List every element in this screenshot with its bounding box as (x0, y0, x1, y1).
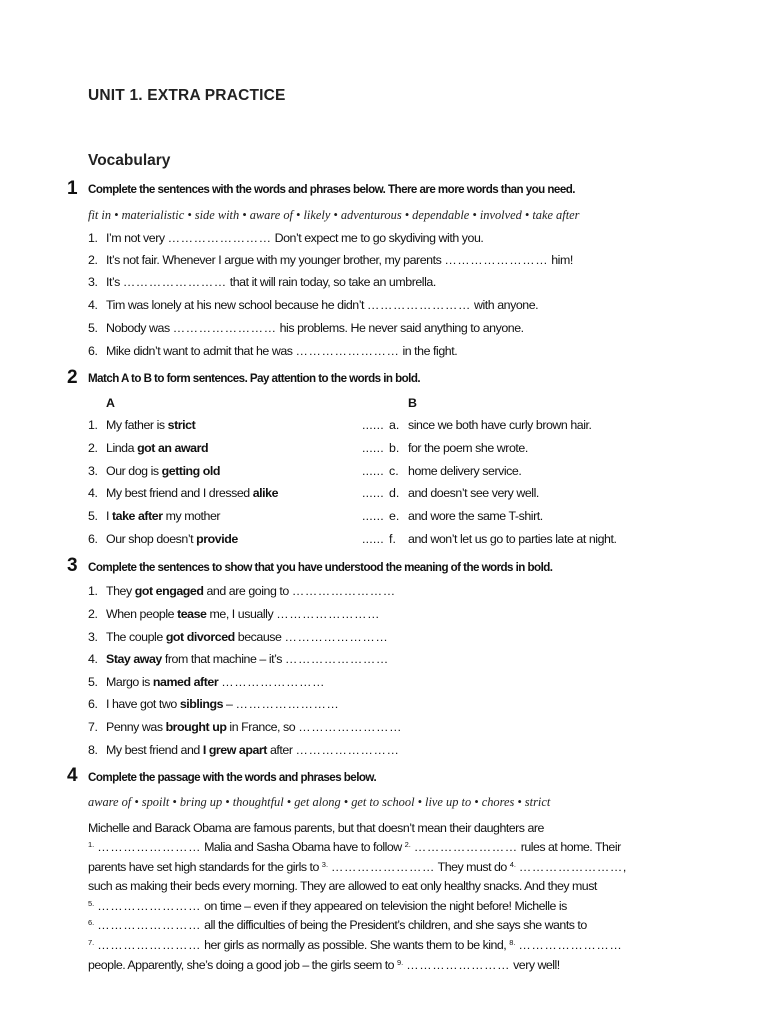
answer-blank[interactable]: …………………… (221, 675, 326, 689)
answer-blank[interactable]: …………………… (122, 275, 227, 289)
passage-text: her girls as normally as possible. She wants them to be kind, (201, 938, 510, 952)
column-b-item: home delivery service. (408, 464, 522, 478)
gap-number: 7. (88, 938, 95, 947)
passage-text: all the difficulties of being the President’s children, and she says she wants to (201, 918, 587, 932)
gap-number: 8. (509, 938, 516, 947)
bold-phrase: got an award (137, 441, 209, 455)
item-number: 3. (88, 630, 98, 644)
match-blank[interactable]: ...... (362, 532, 384, 546)
answer-blank[interactable]: …………………… (518, 860, 623, 874)
item-number: 2. (88, 253, 98, 267)
column-b-item: since we both have curly brown hair. (408, 418, 592, 432)
column-b-item: and won’t let us go to parties late at night. (408, 532, 617, 546)
bold-phrase: I grew apart (202, 743, 267, 757)
column-a-item (88, 464, 220, 478)
item-text: My best friend and I dressed (106, 486, 253, 500)
exercise-3-item (88, 652, 389, 666)
item-text: after (266, 743, 296, 757)
gap-number: 1. (88, 840, 95, 849)
item-text: Don’t expect me to go skydiving with you. (271, 231, 484, 245)
item-text: with anyone. (470, 298, 539, 312)
item-number: 4. (88, 486, 98, 500)
item-number: 5. (88, 675, 98, 689)
item-text: in the fight. (399, 344, 458, 358)
answer-blank[interactable]: …………………… (291, 584, 396, 598)
passage-text: Malia and Sasha Obama have to follow (201, 840, 405, 854)
column-b-letter: b. (389, 441, 400, 455)
answer-blank[interactable]: …………………… (235, 697, 340, 711)
exercise-1-instruction: Complete the sentences with the words and phrases below. There are more words than you need. (88, 183, 575, 196)
exercise-3-item (88, 675, 325, 689)
exercise-1-number: 1 (67, 178, 78, 199)
item-number: 5. (88, 509, 98, 523)
exercise-2-instruction: Match A to B to form sentences. Pay attention to the words in bold. (88, 372, 421, 385)
match-blank[interactable]: ...... (362, 486, 384, 500)
answer-blank[interactable]: …………………… (331, 860, 435, 874)
item-text: and are going to (203, 584, 292, 598)
passage-text: They must do (434, 860, 510, 874)
bold-phrase: take after (112, 509, 163, 523)
item-text: Linda (106, 441, 138, 455)
exercise-3-item (88, 743, 399, 757)
exercise-3-item (88, 607, 380, 621)
exercise-3-item (88, 584, 396, 598)
match-blank[interactable]: ...... (362, 418, 384, 432)
match-blank[interactable]: ...... (362, 464, 384, 478)
passage-text: rules at home. Their (517, 840, 621, 854)
exercise-4-number: 4 (67, 765, 78, 786)
item-number: 2. (88, 441, 98, 455)
passage-line: Michelle and Barack Obama are famous parents, but that doesn’t mean their daughters are (88, 821, 544, 835)
column-a-item (88, 418, 195, 432)
item-text: The couple (106, 630, 166, 644)
item-text: that it will rain today, so take an umbrella. (226, 275, 436, 289)
exercise-3-item (88, 697, 339, 711)
item-text: me, I usually (206, 607, 277, 621)
answer-blank[interactable]: …………………… (413, 840, 518, 854)
bold-phrase: siblings (179, 697, 224, 711)
answer-blank[interactable]: …………………… (97, 918, 202, 932)
item-number: 8. (88, 743, 98, 757)
item-text: from that machine – it’s (161, 652, 285, 666)
answer-blank[interactable]: …………………… (97, 840, 202, 854)
column-a-item (88, 441, 208, 455)
exercise-1-item (88, 275, 436, 289)
answer-blank[interactable]: …………………… (406, 958, 511, 972)
item-number: 6. (88, 697, 98, 711)
column-b-letter: d. (389, 486, 400, 500)
bold-phrase: strict (167, 418, 196, 432)
exercise-4-instruction: Complete the passage with the words and phrases below. (88, 771, 377, 784)
item-text: I have got two (106, 697, 180, 711)
item-number: 2. (88, 607, 98, 621)
item-number: 3. (88, 464, 98, 478)
bold-phrase: getting old (161, 464, 221, 478)
item-number: 4. (88, 298, 98, 312)
answer-blank[interactable]: …………………… (518, 938, 623, 952)
column-b-item: and wore the same T-shirt. (408, 509, 543, 523)
item-number: 1. (88, 231, 98, 245)
exercise-1-item (88, 344, 457, 358)
bold-phrase: got engaged (134, 584, 204, 598)
column-a-item (88, 532, 238, 546)
answer-blank[interactable]: …………………… (97, 899, 202, 913)
column-b-item: for the poem she wrote. (408, 441, 528, 455)
item-text: I (106, 509, 112, 523)
passage-line (88, 958, 560, 972)
passage-text: people. Apparently, she’s doing a good job – the girls seem to (88, 958, 398, 972)
match-blank[interactable]: ...... (362, 509, 384, 523)
passage-line: such as making their beds every morning. They are allowed to eat only healthy snacks. And they must (88, 879, 597, 893)
column-a-heading: A (106, 396, 115, 410)
item-text: They (106, 584, 135, 598)
item-number: 3. (88, 275, 98, 289)
passage-text: very well! (510, 958, 560, 972)
item-number: 1. (88, 584, 98, 598)
bold-phrase: provide (196, 532, 238, 546)
item-text: his problems. He never said anything to anyone. (276, 321, 524, 335)
answer-blank[interactable]: …………………… (367, 298, 471, 312)
gap-number: 5. (88, 899, 95, 908)
bold-phrase: alike (252, 486, 279, 500)
answer-blank[interactable]: …………………… (167, 231, 272, 245)
answer-blank[interactable]: …………………… (97, 938, 202, 952)
item-text: him! (548, 253, 573, 267)
item-text: My father is (106, 418, 168, 432)
answer-blank[interactable]: …………………… (295, 743, 400, 757)
passage-line (88, 899, 567, 913)
column-b-letter: c. (389, 464, 399, 478)
exercise-2-number: 2 (67, 367, 78, 388)
section-title: Vocabulary (88, 152, 171, 169)
item-number: 1. (88, 418, 98, 432)
item-text: I’m not very (106, 231, 168, 245)
passage-text: on time – even if they appeared on television the night before! Michelle is (201, 899, 567, 913)
gap-number: 6. (88, 918, 95, 927)
column-b-letter: f. (389, 532, 396, 546)
passage-line (88, 860, 626, 874)
column-b-letter: a. (389, 418, 400, 432)
item-number: 6. (88, 344, 98, 358)
item-text: because (234, 630, 285, 644)
match-blank[interactable]: ...... (362, 441, 384, 455)
bold-phrase: got divorced (165, 630, 235, 644)
answer-blank[interactable]: …………………… (298, 720, 403, 734)
item-text: Penny was (106, 720, 166, 734)
exercise-3-item (88, 720, 402, 734)
item-text: Tim was lonely at his new school because he didn’t (106, 298, 368, 312)
bold-phrase: tease (177, 607, 207, 621)
column-a-item (88, 509, 220, 523)
bold-phrase: Stay away (106, 652, 162, 666)
gap-number: 3. (321, 860, 329, 869)
bold-phrase: brought up (165, 720, 227, 734)
passage-line (88, 840, 621, 854)
item-text: Margo is (106, 675, 153, 689)
item-number: 5. (88, 321, 98, 335)
gap-number: 4. (509, 860, 516, 869)
item-text: My best friend and (106, 743, 203, 757)
unit-title: UNIT 1. EXTRA PRACTICE (88, 87, 286, 104)
column-b-item: and doesn’t see very well. (408, 486, 539, 500)
item-text: It’s not fair. Whenever I argue with my younger brother, my parents (106, 253, 445, 267)
answer-blank[interactable]: …………………… (295, 344, 400, 358)
item-text: Nobody was (106, 321, 173, 335)
item-text: When people (106, 607, 178, 621)
column-b-letter: e. (389, 509, 400, 523)
item-text: Mike didn’t want to admit that he was (106, 344, 296, 358)
answer-blank[interactable]: …………………… (284, 630, 389, 644)
item-number: 4. (88, 652, 98, 666)
item-text: Our dog is (106, 464, 162, 478)
item-number: 6. (88, 532, 98, 546)
exercise-1-item (88, 298, 538, 312)
answer-blank[interactable]: …………………… (172, 321, 277, 335)
passage-text: , (622, 860, 626, 874)
item-text: my mother (162, 509, 221, 523)
exercise-1-item (88, 231, 483, 245)
item-text: – (223, 697, 236, 711)
item-text: It’s (106, 275, 123, 289)
answer-blank[interactable]: …………………… (284, 652, 389, 666)
exercise-3-instruction: Complete the sentences to show that you have understood the meaning of the words in bold. (88, 561, 553, 574)
answer-blank[interactable]: …………………… (444, 253, 549, 267)
passage-line (88, 918, 587, 932)
gap-number: 2. (404, 840, 411, 849)
exercise-4-word-bank: aware of • spoilt • bring up • thoughtful • get along • get to school • live up to • chores • strict (88, 795, 551, 809)
exercise-1-word-bank: fit in • materialistic • side with • aware of • likely • adventurous • dependable • involved • take after (88, 208, 580, 222)
answer-blank[interactable]: …………………… (276, 607, 381, 621)
column-a-item (88, 486, 278, 500)
gap-number: 9. (397, 958, 404, 967)
exercise-3-item (88, 630, 388, 644)
bold-phrase: named after (152, 675, 219, 689)
column-b-heading: B (408, 396, 417, 410)
item-text: in France, so (226, 720, 299, 734)
exercise-1-item (88, 321, 524, 335)
exercise-3-number: 3 (67, 555, 78, 576)
exercise-1-item (88, 253, 573, 267)
item-text: Our shop doesn’t (106, 532, 197, 546)
passage-text: parents have set high standards for the girls to (88, 860, 322, 874)
item-number: 7. (88, 720, 98, 734)
passage-line (88, 938, 622, 952)
